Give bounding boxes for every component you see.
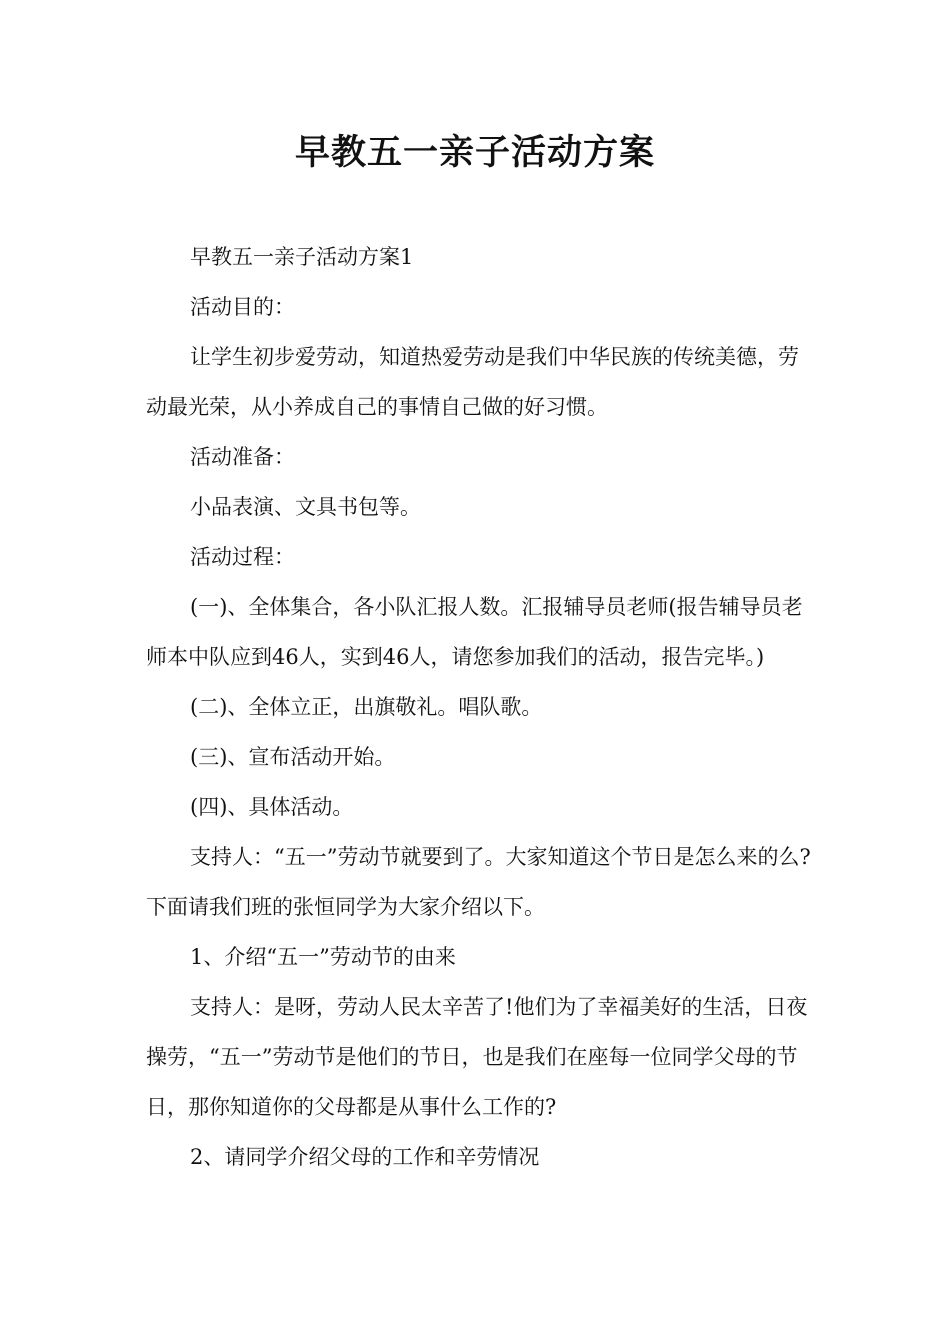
paragraph-process-label: 活动过程： [190,545,295,569]
paragraph-goal-label: 活动目的： [190,295,295,319]
paragraph-step-1: (一)、全体集合，各小队汇报人数。汇报辅导员老师(报告辅导员老师本中队应到46人，实到46人，请您参加我们的活动，报告完毕。) [146,595,803,669]
paragraph-step-2: (二)、全体立正，出旗敬礼。唱队歌。 [190,695,543,719]
document-body [146,232,816,1182]
paragraph-host-speech: 支持人：是呀，劳动人民太辛苦了!他们为了幸福美好的生活，日夜操劳，“五一”劳动节是他们的节日，也是我们在座每一位同学父母的节日，那你知道你的父母都是从事什么工作的? [146,995,808,1119]
paragraph-prep-label: 活动准备： [190,445,295,469]
paragraph-section-heading: 早教五一亲子活动方案1 [190,245,414,269]
paragraph-step-4: (四)、具体活动。 [190,795,354,819]
paragraph-goal-text: 让学生初步爱劳动，知道热爱劳动是我们中华民族的传统美德，劳动最光荣，从小养成自己的事情自己做的好习惯。 [146,345,799,419]
paragraph-prep-text: 小品表演、文具书包等。 [190,495,421,519]
paragraph-host-intro: 支持人：“五一”劳动节就要到了。大家知道这个节日是怎么来的么?下面请我们班的张恒同学为大家介绍以下。 [146,845,811,919]
paragraph-item-2: 2、请同学介绍父母的工作和辛劳情况 [190,1145,540,1169]
document-title: 早教五一亲子活动方案 [294,133,655,173]
paragraph-item-1: 1、介绍“五一”劳动节的由来 [190,945,456,969]
paragraph-step-3: (三)、宣布活动开始。 [190,745,396,769]
